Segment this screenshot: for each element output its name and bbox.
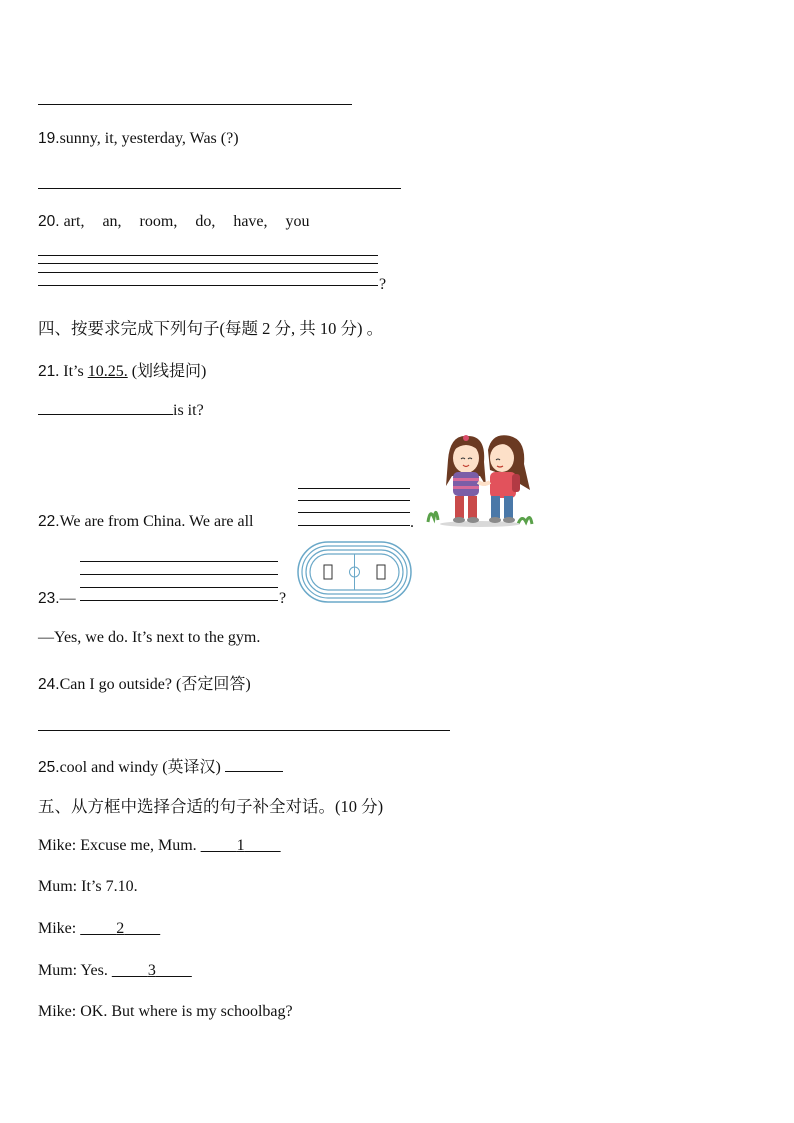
answer-line-20a[interactable]: [38, 255, 378, 256]
answer-blank[interactable]: [225, 757, 283, 772]
blank-number: 1: [236, 837, 245, 854]
underlined-time: 10.25.: [87, 363, 128, 380]
answer-suffix: is it?: [173, 402, 204, 419]
answer-line-22c[interactable]: [298, 512, 410, 513]
dialogue-text: It’s 7.10.: [81, 878, 138, 895]
question-text: sunny, it, yesterday, Was (?): [59, 130, 239, 147]
dash: —: [59, 590, 76, 607]
word-6: you: [285, 213, 310, 230]
dialogue-text: Excuse me, Mum.: [80, 837, 201, 854]
answer-21: [38, 400, 204, 420]
question-text: We are from China. We are all: [59, 513, 254, 530]
question-20: [38, 213, 310, 231]
dialogue-text: Yes.: [80, 962, 112, 979]
answer-line-23d[interactable]: [80, 600, 278, 601]
answer-line-18: [38, 104, 352, 105]
instruction: (划线提问): [127, 363, 207, 380]
word-4: do,: [195, 213, 216, 230]
question-number: 19.: [38, 130, 60, 147]
question-mark: ?: [279, 590, 287, 607]
answer-line-22d[interactable]: [298, 525, 410, 526]
speaker: Mike:: [38, 1003, 77, 1020]
speaker: Mike:: [38, 920, 77, 937]
two-girls-illustration: [420, 430, 538, 530]
question-19: [38, 130, 239, 148]
dialogue-text: OK. But where is my schoolbag?: [80, 1003, 293, 1020]
answer-line-20c[interactable]: [38, 272, 378, 273]
answer-line-23b[interactable]: [80, 574, 278, 575]
answer-line-23a[interactable]: [80, 561, 278, 562]
blank-number: 2: [116, 920, 125, 937]
dialogue-line-2: [38, 878, 138, 896]
answer-line-24[interactable]: [38, 730, 450, 731]
question-text: Can I go outside? (否定回答): [59, 676, 251, 693]
question-22: [38, 513, 254, 531]
dialogue-line-5: [38, 1003, 293, 1021]
word-2: an,: [102, 213, 122, 230]
word-1: art,: [63, 213, 85, 230]
question-mark: ?: [379, 276, 387, 293]
question-21: [38, 358, 206, 381]
dialogue-line-1: [38, 837, 281, 855]
answer-blank[interactable]: [38, 400, 173, 415]
question-number: 24.: [38, 676, 60, 693]
question-number: 20.: [38, 213, 60, 230]
blank-number: 3: [147, 962, 156, 979]
section-5-title: 五、从方框中选择合适的句子补全对话。(10 分): [38, 797, 384, 816]
speaker: Mum:: [38, 962, 78, 979]
period-mark: .: [410, 514, 414, 531]
question-25: [38, 754, 283, 777]
dialogue-blank-2[interactable]: [80, 920, 160, 937]
question-number: 23.: [38, 590, 60, 607]
section-4-title: 四、按要求完成下列句子(每题 2 分, 共 10 分) 。: [38, 319, 384, 338]
answer-line-23c[interactable]: [80, 587, 278, 588]
speaker: Mum:: [38, 878, 78, 895]
question-24: [38, 671, 251, 694]
answer-line-19[interactable]: [38, 188, 401, 189]
word-3: room,: [139, 213, 178, 230]
dialogue-blank-1[interactable]: [201, 837, 281, 854]
answer-23-reply: —Yes, we do. It’s next to the gym.: [38, 629, 261, 646]
answer-line-20b[interactable]: [38, 263, 378, 264]
question-23: [38, 590, 76, 608]
playground-track-icon: [297, 541, 412, 603]
answer-line-22a[interactable]: [298, 488, 410, 489]
dialogue-line-3: [38, 920, 160, 938]
answer-line-20d[interactable]: [38, 285, 378, 286]
word-5: have,: [233, 213, 268, 230]
answer-line-22b[interactable]: [298, 500, 410, 501]
dialogue-blank-3[interactable]: [112, 962, 192, 979]
question-prefix: . It’s: [55, 363, 88, 380]
question-text: cool and windy (英译汉): [59, 759, 225, 776]
question-number: 25.: [38, 759, 60, 776]
dialogue-line-4: [38, 962, 192, 980]
speaker: Mike:: [38, 837, 77, 854]
question-number: 21: [38, 363, 56, 380]
question-number: 22.: [38, 513, 60, 530]
